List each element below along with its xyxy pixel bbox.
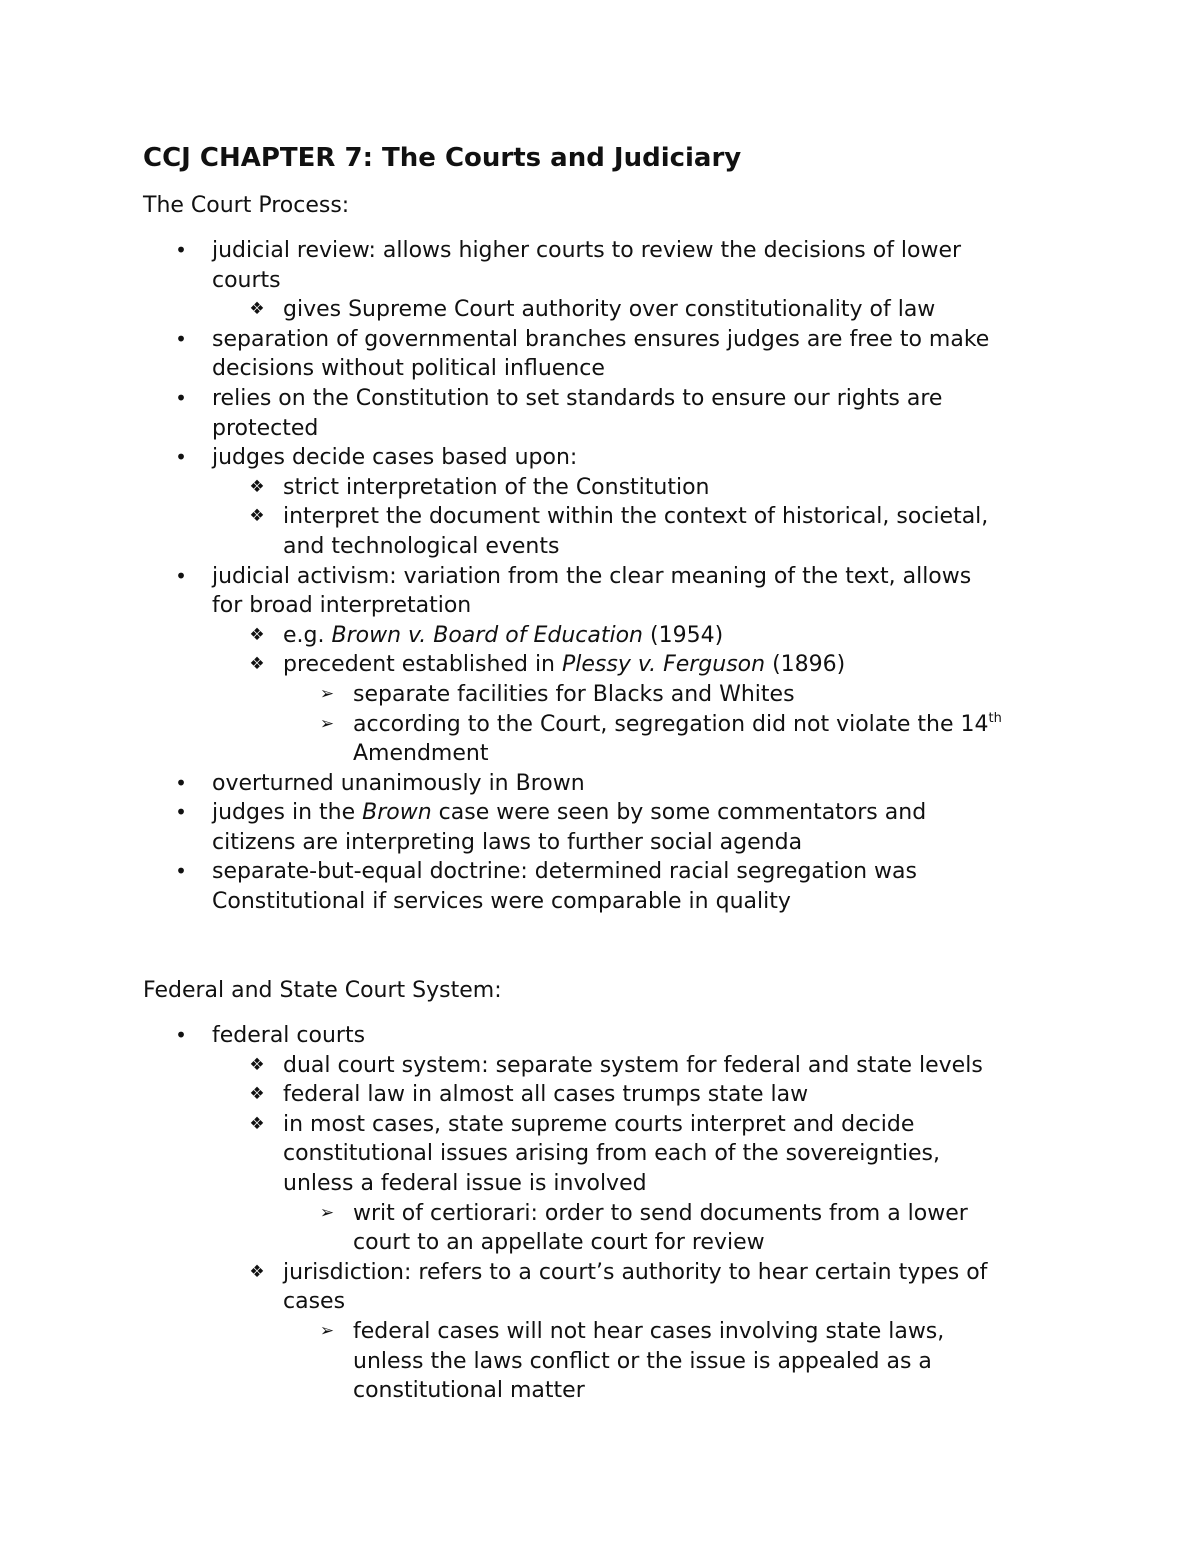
- bullet-marker: •: [175, 326, 187, 351]
- diamond-bullet-icon: ❖: [249, 299, 265, 320]
- sub-sub-list-item-text: constitutional matter: [353, 1378, 585, 1404]
- text-segment: judges in the: [212, 800, 363, 826]
- sub-sub-list-item-text: writ of certiorari: order to send documents from a lower: [353, 1200, 968, 1226]
- document-title: CCJ CHAPTER 7: The Courts and Judiciary: [143, 143, 742, 173]
- diamond-bullet-icon: ❖: [249, 1113, 265, 1134]
- sub-sub-list-item: [143, 710, 1063, 769]
- list-item: [143, 325, 1063, 384]
- bullet-marker: •: [175, 770, 187, 795]
- bullet-marker: •: [175, 1023, 187, 1047]
- court-process-list: [143, 236, 1063, 917]
- bullet-marker: •: [175, 385, 187, 410]
- case-prefix: e.g.: [283, 622, 332, 648]
- diamond-bullet-icon: ❖: [249, 624, 265, 645]
- list-item-text: separate-but-equal doctrine: determined racial segregation was: [212, 859, 917, 885]
- list-item-text: judicial review: allows higher courts to review the decisions of lower: [212, 238, 962, 263]
- arrow-bullet-icon: ➢: [319, 1320, 335, 1341]
- sub-list-item: [143, 1051, 1063, 1081]
- list-item: [143, 857, 1063, 916]
- sub-list-item: [143, 1258, 1063, 1317]
- list-item-text: relies on the Constitution to set standards to ensure our rights are: [212, 385, 943, 411]
- text-segment: according to the Court, segregation did not violate the 14: [353, 711, 989, 737]
- list-item-text: decisions without political influence: [212, 356, 605, 382]
- list-item-text: Constitutional if services were comparable in quality: [212, 889, 791, 915]
- sub-sub-list-item: [143, 1199, 1063, 1258]
- diamond-bullet-icon: ❖: [249, 1261, 265, 1282]
- superscript: th: [988, 710, 1002, 726]
- sub-sub-list-item: [143, 1317, 1063, 1406]
- sub-sub-list-item-text: separate facilities for Blacks and Whites: [353, 681, 795, 707]
- sub-list-item: [143, 295, 1063, 325]
- sub-list-item: [143, 650, 1063, 680]
- list-item: [143, 1021, 1063, 1051]
- arrow-bullet-icon: ➢: [319, 713, 335, 734]
- list-item: [143, 443, 1063, 473]
- case-name: Brown: [362, 800, 432, 826]
- diamond-bullet-icon: ❖: [249, 1084, 265, 1105]
- sub-list-item-text: dual court system: separate system for federal and state levels: [283, 1052, 983, 1078]
- text-segment: case were seen by some commentators and: [431, 800, 927, 826]
- sub-sub-list-item-text: court to an appellate court for review: [353, 1230, 765, 1256]
- sub-list-item-text: gives Supreme Court authority over constitutionality of law: [283, 297, 936, 323]
- list-item-text: federal courts: [212, 1023, 366, 1048]
- case-name: Brown v. Board of Education: [331, 622, 643, 648]
- case-name: Plessy v. Ferguson: [562, 652, 766, 678]
- sub-sub-list-item-text: unless the laws conflict or the issue is appealed as a: [353, 1348, 932, 1374]
- list-item-text: judicial activism: variation from the clear meaning of the text, allows: [212, 563, 972, 589]
- list-item-text: protected: [212, 415, 319, 441]
- sub-list-item-text: in most cases, state supreme courts interpret and decide: [283, 1111, 915, 1137]
- bullet-marker: •: [175, 238, 187, 262]
- sub-list-item-text: cases: [283, 1289, 346, 1315]
- sub-list-item-text: constitutional issues arising from each of the sovereignties,: [283, 1141, 940, 1167]
- diamond-bullet-icon: ❖: [249, 506, 265, 527]
- sub-list-item: [143, 1110, 1063, 1199]
- bullet-marker: •: [175, 859, 187, 884]
- sub-list-item-text: unless a federal issue is involved: [283, 1170, 647, 1196]
- list-item: [143, 384, 1063, 443]
- list-item-text: judges decide cases based upon:: [212, 445, 578, 471]
- sub-list-item: [143, 502, 1063, 561]
- sub-list-item: [143, 1080, 1063, 1110]
- case-prefix: precedent established in: [283, 652, 562, 678]
- sub-list-item: [143, 473, 1063, 503]
- case-year: (1896): [765, 652, 846, 678]
- diamond-bullet-icon: ❖: [249, 654, 265, 675]
- section-heading-court-process: The Court Process:: [143, 193, 350, 218]
- list-item-text: citizens are interpreting laws to further social agenda: [212, 829, 803, 855]
- bullet-marker: •: [175, 563, 187, 588]
- sub-list-item-text: jurisdiction: refers to a court’s authority to hear certain types of: [283, 1259, 988, 1285]
- list-item-text: for broad interpretation: [212, 593, 472, 619]
- sub-list-item-text: federal law in almost all cases trumps state law: [283, 1082, 809, 1108]
- list-item-text: separation of governmental branches ensures judges are free to make: [212, 326, 990, 352]
- sub-list-item-text: [283, 650, 1063, 680]
- case-year: (1954): [643, 622, 724, 648]
- list-item: [143, 798, 1063, 857]
- arrow-bullet-icon: ➢: [319, 683, 335, 704]
- sub-list-item-text: [283, 621, 1063, 651]
- sub-sub-list-item-text: federal cases will not hear cases involving state laws,: [353, 1318, 945, 1344]
- diamond-bullet-icon: ❖: [249, 476, 265, 497]
- list-item: [143, 236, 1063, 295]
- list-item: [143, 562, 1063, 621]
- bullet-marker: •: [175, 445, 187, 470]
- bullet-marker: •: [175, 800, 187, 825]
- diamond-bullet-icon: ❖: [249, 1054, 265, 1075]
- sub-list-item: [143, 621, 1063, 651]
- sub-list-item-text: and technological events: [283, 533, 560, 559]
- list-item-text: overturned unanimously in Brown: [212, 770, 585, 796]
- list-item-text: [212, 798, 1063, 828]
- sub-sub-list-item-text: [353, 710, 1063, 740]
- sub-sub-list-item: [143, 680, 1063, 710]
- list-item-text: courts: [212, 267, 281, 293]
- sub-list-item-text: strict interpretation of the Constitution: [283, 474, 710, 500]
- sub-sub-list-item-text: Amendment: [353, 741, 489, 767]
- list-item: [143, 769, 1063, 799]
- federal-state-list: [143, 1021, 1063, 1406]
- arrow-bullet-icon: ➢: [319, 1202, 335, 1223]
- sub-list-item-text: interpret the document within the context of historical, societal,: [283, 504, 989, 530]
- section-heading-federal-state: Federal and State Court System:: [143, 978, 502, 1003]
